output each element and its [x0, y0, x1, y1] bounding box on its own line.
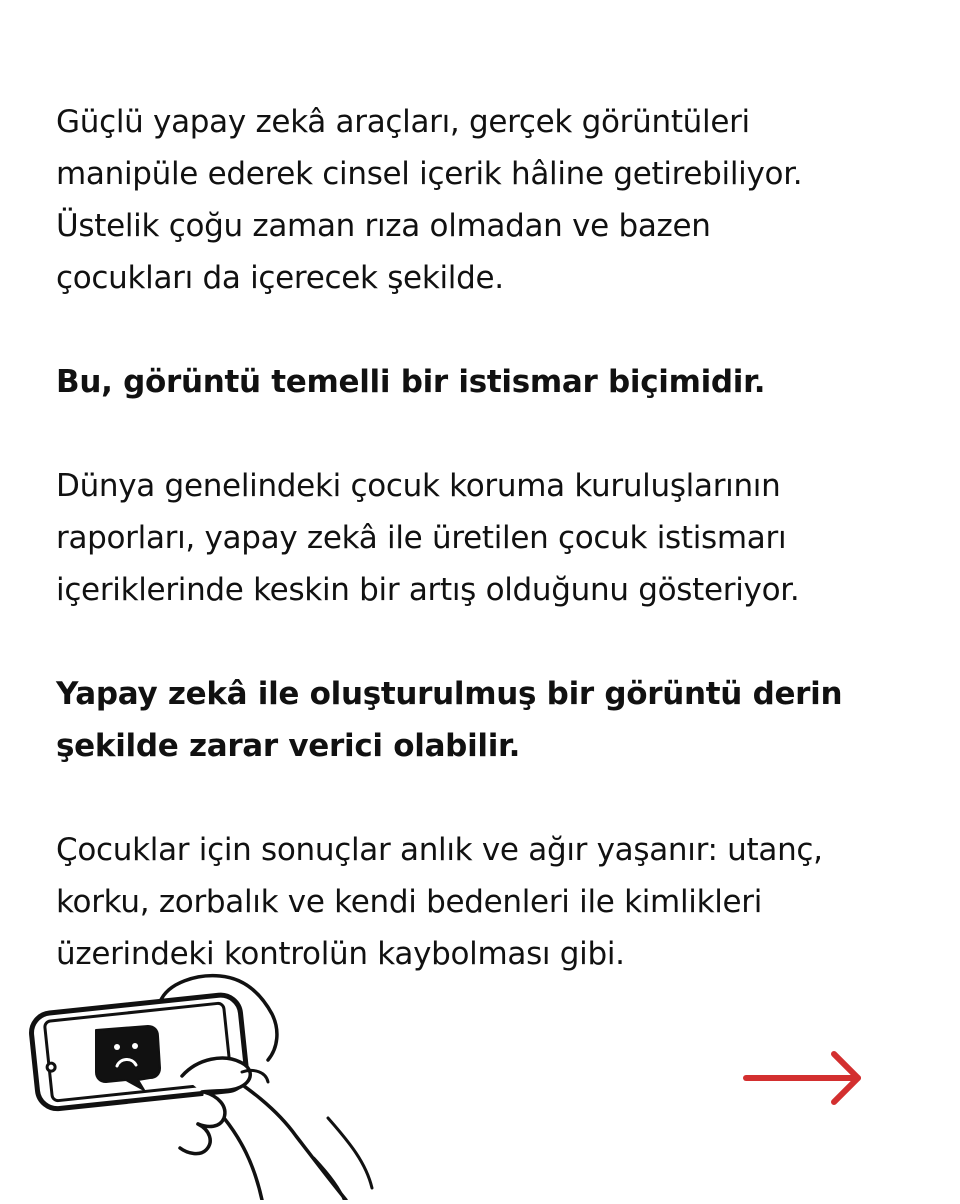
- text-line: raporları, yapay zekâ ile üretilen çocuk istismarı: [56, 520, 787, 556]
- text-line: Üstelik çoğu zaman rıza olmadan ve bazen: [56, 208, 711, 244]
- text-line: şekilde zarar verici olabilir.: [56, 728, 521, 764]
- text-line: Bu, görüntü temelli bir istismar biçimidir.: [56, 364, 766, 400]
- text-line: Yapay zekâ ile oluşturulmuş bir görüntü derin: [56, 676, 843, 712]
- hand-holding-phone-icon: [28, 968, 378, 1200]
- paragraph-intro: [56, 96, 916, 304]
- text-line: üzerindeki kontrolün kaybolması gibi.: [56, 936, 625, 972]
- text-line: manipüle ederek cinsel içerik hâline getirebiliyor.: [56, 156, 803, 192]
- next-arrow-button[interactable]: [742, 1048, 868, 1108]
- arrow-right-icon: [742, 1048, 868, 1108]
- paragraph-abuse-statement: [56, 356, 916, 408]
- text-line: Çocuklar için sonuçlar anlık ve ağır yaşanır: utanç,: [56, 832, 823, 868]
- text-line: içeriklerinde keskin bir artış olduğunu gösteriyor.: [56, 572, 800, 608]
- paragraph-consequences: [56, 824, 916, 980]
- text-content: [56, 96, 916, 1032]
- paragraph-harm-statement: [56, 668, 916, 772]
- text-line: çocukları da içerecek şekilde.: [56, 260, 504, 296]
- text-line: korku, zorbalık ve kendi bedenleri ile kimlikleri: [56, 884, 763, 920]
- paragraph-reports: [56, 460, 916, 616]
- text-line: Güçlü yapay zekâ araçları, gerçek görüntüleri: [56, 104, 750, 140]
- text-line: Dünya genelindeki çocuk koruma kuruluşlarının: [56, 468, 781, 504]
